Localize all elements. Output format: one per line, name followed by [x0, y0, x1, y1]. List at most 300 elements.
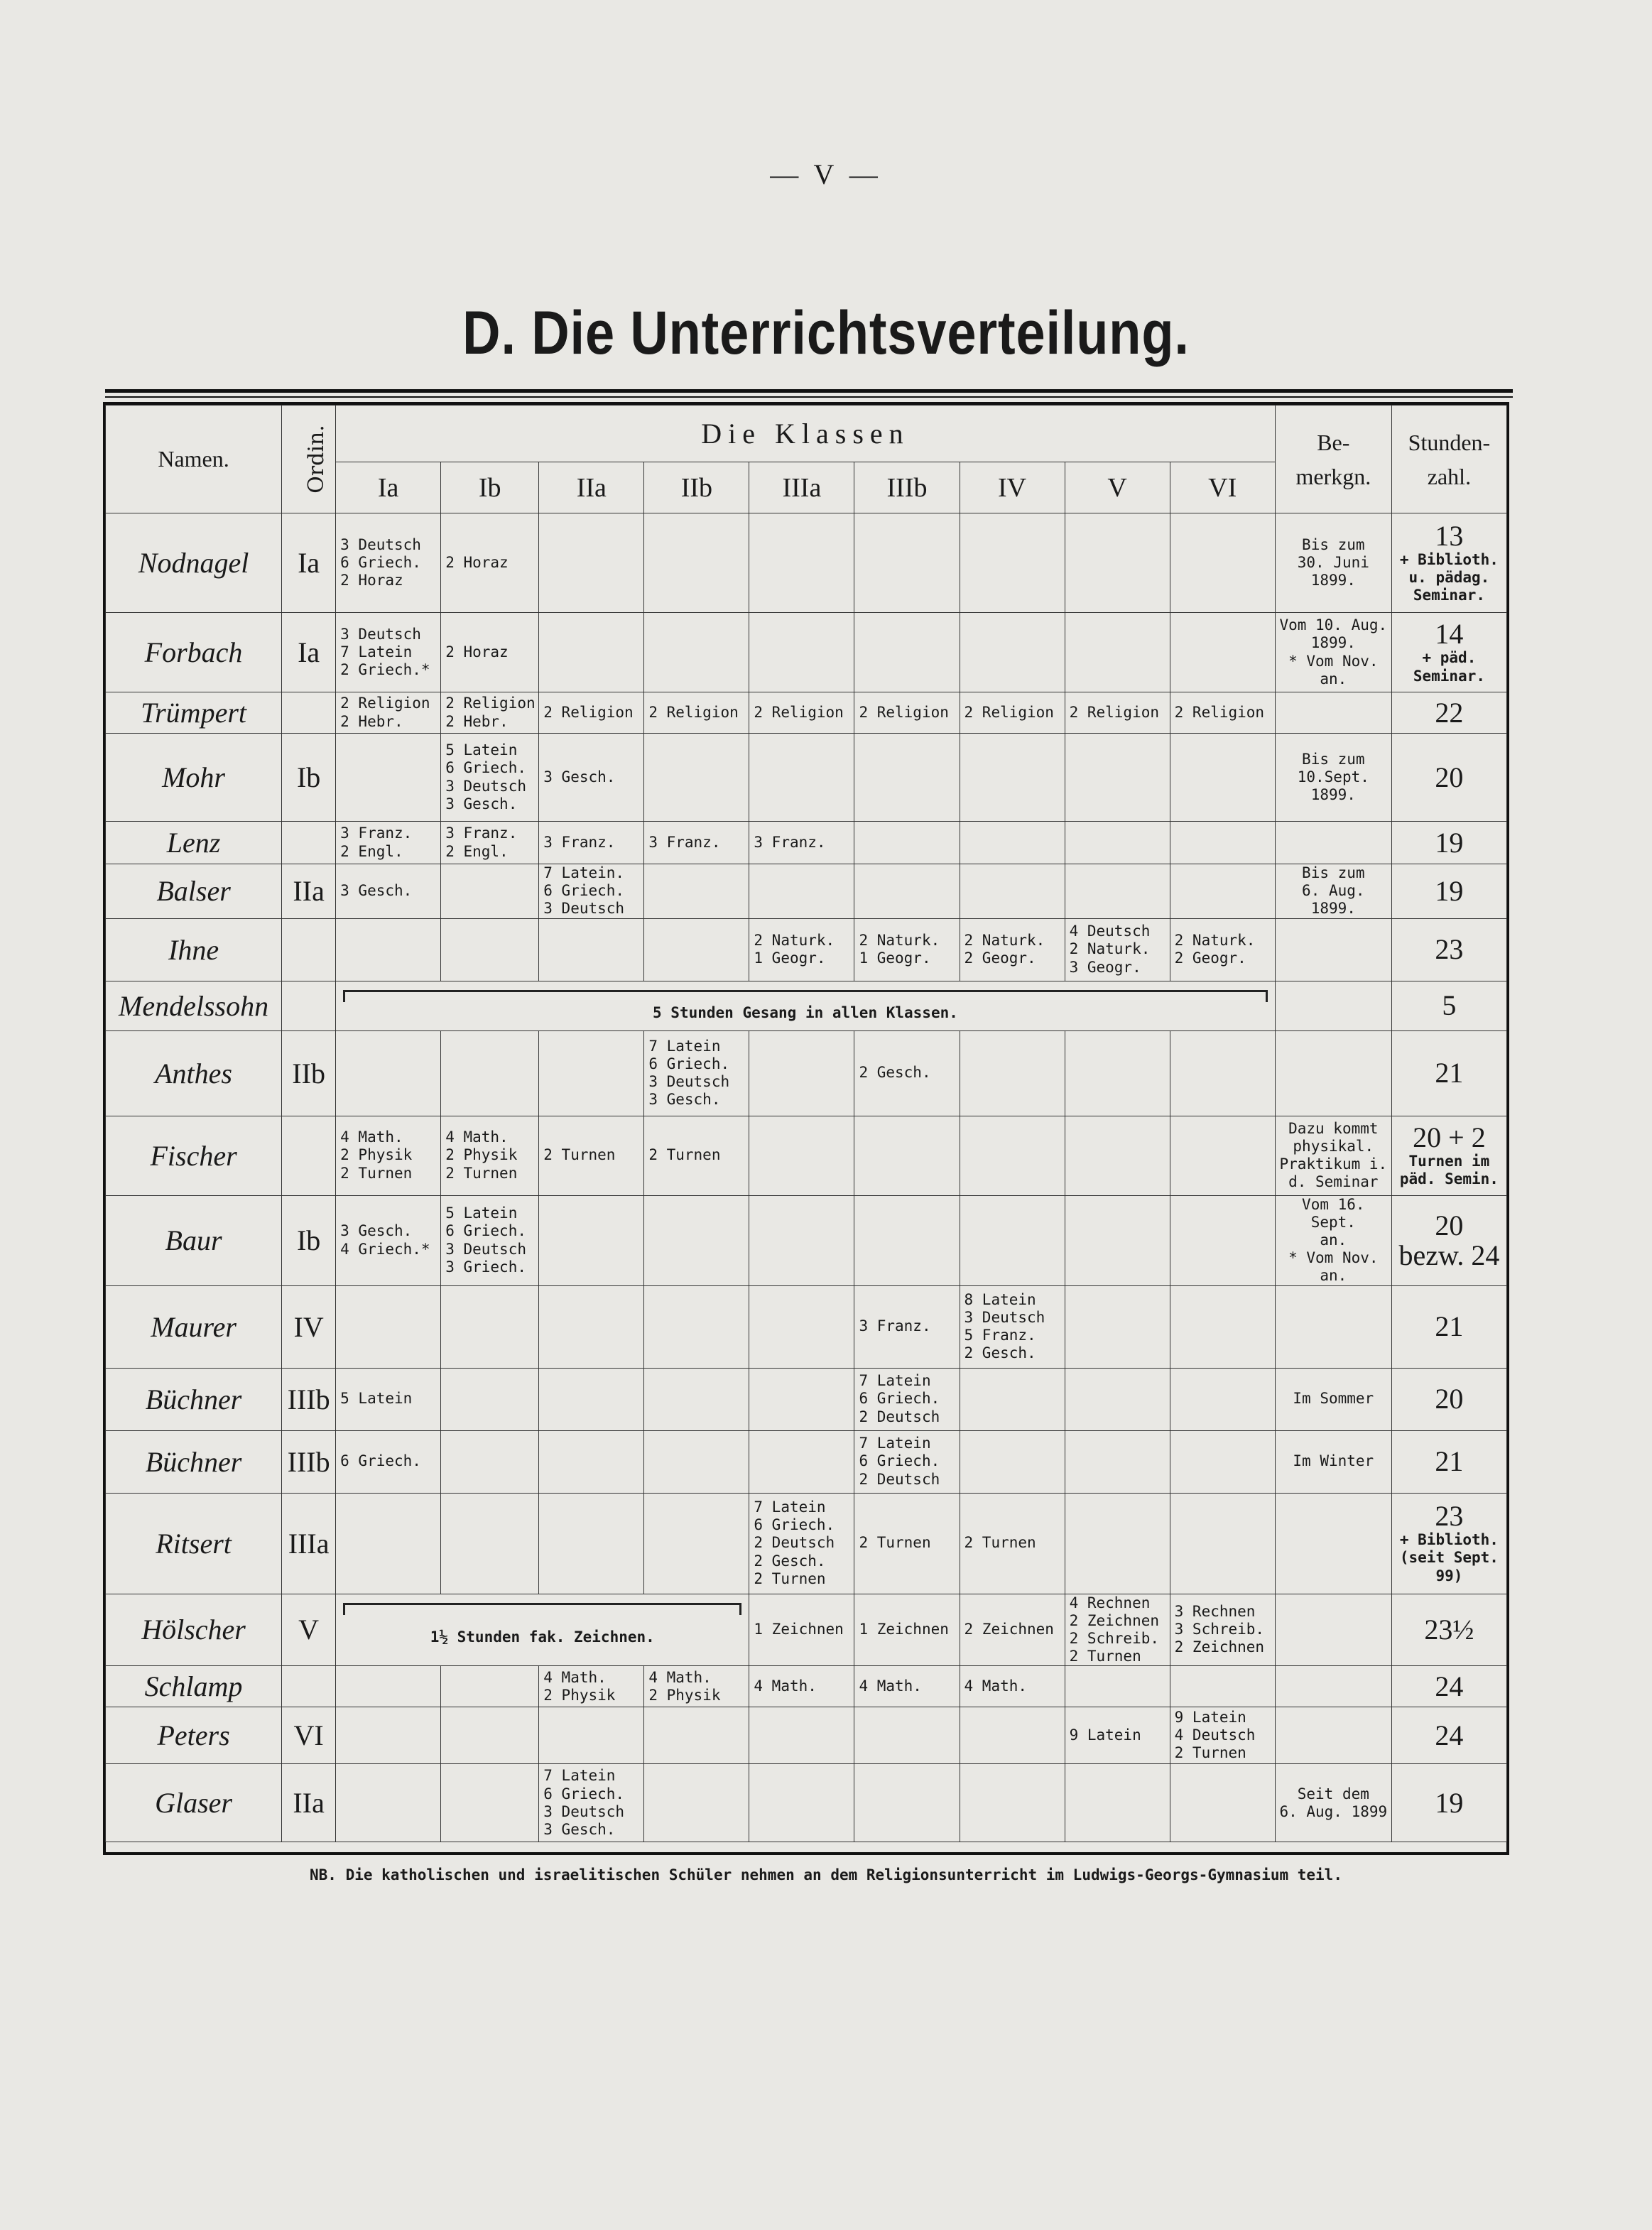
teacher-name: Schlamp [106, 1666, 282, 1707]
lesson-cell: 3 Gesch. 4 Griech.* [336, 1195, 441, 1285]
lesson-cell [336, 918, 441, 981]
lesson-cell: 7 Latein 6 Griech. 3 Deutsch 3 Gesch. [539, 1764, 644, 1842]
lesson-cell [1065, 1116, 1170, 1195]
brace [343, 990, 1268, 1002]
lesson-cell [1170, 1195, 1275, 1285]
lesson-cell [854, 513, 960, 613]
lesson-cell [644, 513, 749, 613]
lesson-cell: 1 Zeichnen [749, 1594, 854, 1666]
table-row [106, 1493, 1507, 1594]
lesson-cell [1170, 864, 1275, 919]
lesson-cell: 2 Religion [1170, 692, 1275, 734]
lesson-cell [1065, 1195, 1170, 1285]
lesson-cell [539, 613, 644, 692]
lesson-cell [749, 613, 854, 692]
table-row [106, 1707, 1507, 1764]
lesson-cell [1065, 1493, 1170, 1594]
table-row [106, 1764, 1507, 1842]
lesson-cell: 2 Turnen [960, 1493, 1065, 1594]
lesson-cell [1170, 1368, 1275, 1430]
total-value: 19 [1435, 874, 1464, 907]
lesson-cell [644, 734, 749, 822]
teacher-name: Büchner [106, 1368, 282, 1430]
remark-cell [1275, 1493, 1391, 1594]
lesson-cell [336, 734, 441, 822]
class-header: Ib [441, 462, 539, 513]
lesson-cell [749, 1116, 854, 1195]
lesson-cell [960, 1368, 1065, 1430]
remark-cell [1275, 1285, 1391, 1368]
lesson-cell: 3 Franz. 2 Engl. [336, 822, 441, 864]
lesson-cell: 2 Turnen [644, 1116, 749, 1195]
lesson-cell [539, 1430, 644, 1493]
lesson-cell [644, 613, 749, 692]
lesson-cell: 2 Naturk. 2 Geogr. [1170, 918, 1275, 981]
lesson-cell [1065, 1368, 1170, 1430]
lesson-cell [644, 1707, 749, 1764]
remark-cell: Im Sommer [1275, 1368, 1391, 1430]
lesson-cell [1065, 1030, 1170, 1116]
teacher-name: Maurer [106, 1285, 282, 1368]
lesson-cell: 4 Math. 2 Physik [539, 1666, 644, 1707]
total-value: 21 [1435, 1445, 1464, 1477]
header-hours: Stunden- zahl. [1391, 406, 1506, 513]
lesson-cell [441, 864, 539, 919]
teacher-name: Fischer [106, 1116, 282, 1195]
lesson-cell [336, 1666, 441, 1707]
total-hours [1391, 1430, 1506, 1493]
teacher-name: Trümpert [106, 692, 282, 734]
total-hours [1391, 1368, 1506, 1430]
total-hours [1391, 1285, 1506, 1368]
lesson-cell [441, 918, 539, 981]
teacher-name: Mendelssohn [106, 981, 282, 1030]
lesson-cell: 7 Latein 6 Griech. 2 Deutsch 2 Gesch. 2 Turnen [749, 1493, 854, 1594]
lesson-cell [644, 918, 749, 981]
ordinarius-class: IIIb [282, 1430, 336, 1493]
total-hours [1391, 1195, 1506, 1285]
lesson-cell [960, 1116, 1065, 1195]
lesson-cell [441, 1285, 539, 1368]
lesson-cell: 2 Horaz [441, 613, 539, 692]
header-names: Namen. [106, 406, 282, 513]
remark-cell: Dazu kommt physikal. Praktikum i. d. Seminar [1275, 1116, 1391, 1195]
ordinarius-class [282, 918, 336, 981]
page-number: — V — [770, 158, 882, 190]
lesson-cell: 3 Franz. [854, 1285, 960, 1368]
lesson-cell [854, 1195, 960, 1285]
ordinarius-class: IIa [282, 864, 336, 919]
lesson-cell: 7 Latein 6 Griech. 2 Deutsch [854, 1430, 960, 1493]
remark-cell [1275, 1030, 1391, 1116]
lesson-cell [644, 1764, 749, 1842]
lesson-cell [1065, 822, 1170, 864]
lesson-cell: 3 Gesch. [539, 734, 644, 822]
lesson-cell: 2 Horaz [441, 513, 539, 613]
total-hours [1391, 613, 1506, 692]
class-header: VI [1170, 462, 1275, 513]
header-remarks: Be- merkgn. [1275, 406, 1391, 513]
table-row [106, 613, 1507, 692]
brace [343, 1603, 741, 1615]
remark-cell [1275, 1707, 1391, 1764]
remark-cell: Im Winter [1275, 1430, 1391, 1493]
top-rule-thin [105, 396, 1513, 398]
total-value: 23½ [1424, 1613, 1474, 1646]
lesson-cell: 2 Religion [644, 692, 749, 734]
total-hours [1391, 734, 1506, 822]
lesson-cell [960, 864, 1065, 919]
total-hours [1391, 1030, 1506, 1116]
table-row [106, 1195, 1507, 1285]
header-ordin [282, 406, 336, 513]
lesson-cell: 2 Religion [749, 692, 854, 734]
lesson-cell [644, 1285, 749, 1368]
lesson-cell [1170, 613, 1275, 692]
span-ia-iib [336, 1594, 749, 1666]
lesson-cell [749, 1030, 854, 1116]
lesson-cell [749, 1707, 854, 1764]
lesson-cell [1065, 864, 1170, 919]
lesson-cell: 5 Latein 6 Griech. 3 Deutsch 3 Griech. [441, 1195, 539, 1285]
total-note: + Biblioth. u. pädag. Seminar. [1399, 550, 1499, 604]
total-hours [1391, 1666, 1506, 1707]
total-value: 20 [1435, 1383, 1464, 1415]
lesson-cell [854, 1707, 960, 1764]
lesson-cell [539, 513, 644, 613]
total-hours [1391, 864, 1506, 919]
total-value: 24 [1435, 1719, 1464, 1751]
lesson-cell [644, 1195, 749, 1285]
lesson-cell [441, 1430, 539, 1493]
teacher-name: Ihne [106, 918, 282, 981]
lesson-cell [336, 1493, 441, 1594]
ordinarius-class: IV [282, 1285, 336, 1368]
lesson-cell [539, 1368, 644, 1430]
total-value: 20 bezw. 24 [1398, 1209, 1500, 1271]
lesson-cell [960, 734, 1065, 822]
teacher-name: Glaser [106, 1764, 282, 1842]
class-header: IIb [644, 462, 749, 513]
table-row [106, 1116, 1507, 1195]
total-hours [1391, 981, 1506, 1030]
total-hours [1391, 1707, 1506, 1764]
total-value: 21 [1435, 1057, 1464, 1089]
table-row [106, 981, 1507, 1030]
ordinarius-class: Ia [282, 613, 336, 692]
top-rule [105, 389, 1513, 393]
lesson-cell: 7 Latein. 6 Griech. 3 Deutsch [539, 864, 644, 919]
ordinarius-class: IIIb [282, 1368, 336, 1430]
lesson-cell [960, 513, 1065, 613]
lesson-cell [854, 734, 960, 822]
class-header: IIIb [854, 462, 960, 513]
lesson-cell [854, 864, 960, 919]
ordinarius-class: VI [282, 1707, 336, 1764]
class-header: V [1065, 462, 1170, 513]
total-note: + päd. Seminar. [1413, 649, 1485, 685]
lesson-cell [1065, 613, 1170, 692]
header-classes: Die Klassen [336, 406, 1276, 462]
lesson-cell [644, 1430, 749, 1493]
lesson-cell: 4 Math. 2 Physik [644, 1666, 749, 1707]
lesson-cell [1170, 513, 1275, 613]
teacher-name: Mohr [106, 734, 282, 822]
table-row [106, 734, 1507, 822]
lesson-cell [539, 1285, 644, 1368]
total-hours [1391, 692, 1506, 734]
total-value: 20 + 2 [1413, 1121, 1486, 1153]
remark-cell [1275, 822, 1391, 864]
lesson-cell [749, 1764, 854, 1842]
lesson-cell: 5 Latein 6 Griech. 3 Deutsch 3 Gesch. [441, 734, 539, 822]
remark-cell [1275, 918, 1391, 981]
total-hours [1391, 1764, 1506, 1842]
teacher-name: Balser [106, 864, 282, 919]
ordinarius-class: Ia [282, 513, 336, 613]
total-value: 5 [1442, 989, 1457, 1022]
ordinarius-class [282, 822, 336, 864]
lesson-cell [336, 1764, 441, 1842]
lesson-cell [644, 1368, 749, 1430]
page-title: D. Die Unterrichtsverteilung. [462, 299, 1190, 367]
lesson-cell [854, 1116, 960, 1195]
lesson-cell: 2 Gesch. [854, 1030, 960, 1116]
lesson-cell [749, 513, 854, 613]
teacher-name: Nodnagel [106, 513, 282, 613]
teacher-name: Hölscher [106, 1594, 282, 1666]
total-value: 14 [1435, 618, 1464, 651]
teacher-name: Baur [106, 1195, 282, 1285]
lesson-cell: 5 Latein [336, 1368, 441, 1430]
lesson-cell [441, 1368, 539, 1430]
lesson-cell: 4 Math. [749, 1666, 854, 1707]
lesson-cell [644, 864, 749, 919]
lesson-cell [336, 1707, 441, 1764]
teacher-name: Ritsert [106, 1493, 282, 1594]
lesson-cell: 9 Latein 4 Deutsch 2 Turnen [1170, 1707, 1275, 1764]
remark-cell: Seit dem 6. Aug. 1899 [1275, 1764, 1391, 1842]
total-value: 19 [1435, 1786, 1464, 1819]
span-all-classes [336, 981, 1276, 1030]
ordinarius-class [282, 981, 336, 1030]
class-header: IIa [539, 462, 644, 513]
lesson-cell: 2 Turnen [854, 1493, 960, 1594]
lesson-cell [644, 1493, 749, 1594]
ordinarius-class: Ib [282, 1195, 336, 1285]
ordinarius-class [282, 692, 336, 734]
total-note: Turnen im päd. Semin. [1399, 1152, 1499, 1188]
lesson-cell [539, 1707, 644, 1764]
table-row [106, 692, 1507, 734]
span-label: 1½ Stunden fak. Zeichnen. [430, 1628, 655, 1646]
lesson-cell [960, 613, 1065, 692]
teacher-name: Forbach [106, 613, 282, 692]
table-row [106, 918, 1507, 981]
lesson-cell [1170, 1030, 1275, 1116]
lesson-cell [749, 1430, 854, 1493]
lesson-cell [1170, 1116, 1275, 1195]
remark-cell: Bis zum 10.Sept. 1899. [1275, 734, 1391, 822]
lesson-cell: 3 Franz. [749, 822, 854, 864]
lesson-cell [539, 1493, 644, 1594]
lesson-cell [960, 1707, 1065, 1764]
lesson-cell [854, 822, 960, 864]
lesson-cell [960, 1195, 1065, 1285]
lesson-cell [854, 1764, 960, 1842]
table-row [106, 1666, 1507, 1707]
lesson-cell: 4 Rechnen 2 Zeichnen 2 Schreib. 2 Turnen [1065, 1594, 1170, 1666]
remark-cell: Vom 10. Aug. 1899. * Vom Nov. an. [1275, 613, 1391, 692]
lesson-cell [1170, 1764, 1275, 1842]
lesson-cell [1065, 734, 1170, 822]
lesson-cell [441, 1666, 539, 1707]
lesson-cell [441, 1493, 539, 1594]
class-header: IV [960, 462, 1065, 513]
lesson-cell: 2 Turnen [539, 1116, 644, 1195]
lesson-cell: 4 Deutsch 2 Naturk. 3 Geogr. [1065, 918, 1170, 981]
table-row [106, 1430, 1507, 1493]
lesson-cell: 3 Gesch. [336, 864, 441, 919]
lesson-cell [1065, 1666, 1170, 1707]
ordinarius-class [282, 1116, 336, 1195]
total-value: 23 [1435, 933, 1464, 966]
lesson-cell [960, 1430, 1065, 1493]
table-row [106, 864, 1507, 919]
lesson-cell: 2 Naturk. 1 Geogr. [854, 918, 960, 981]
remark-cell: Vom 16. Sept. an. * Vom Nov. an. [1275, 1195, 1391, 1285]
lesson-cell [960, 822, 1065, 864]
lesson-cell: 1 Zeichnen [854, 1594, 960, 1666]
lesson-cell: 3 Franz. [644, 822, 749, 864]
lesson-cell [960, 1764, 1065, 1842]
ordinarius-class: IIa [282, 1764, 336, 1842]
lesson-cell: 2 Religion 2 Hebr. [441, 692, 539, 734]
remark-cell [1275, 1594, 1391, 1666]
lesson-cell [1065, 513, 1170, 613]
total-hours [1391, 1116, 1506, 1195]
total-hours [1391, 1493, 1506, 1594]
ordinarius-class: IIb [282, 1030, 336, 1116]
lesson-cell [1065, 1764, 1170, 1842]
lesson-cell [539, 918, 644, 981]
lesson-cell: 7 Latein 6 Griech. 2 Deutsch [854, 1368, 960, 1430]
lesson-cell [1065, 1285, 1170, 1368]
remark-cell: Bis zum 6. Aug. 1899. [1275, 864, 1391, 919]
remark-cell [1275, 981, 1391, 1030]
total-value: 22 [1435, 696, 1464, 729]
table-row [106, 513, 1507, 613]
total-value: 19 [1435, 826, 1464, 859]
lesson-cell: 8 Latein 3 Deutsch 5 Franz. 2 Gesch. [960, 1285, 1065, 1368]
lesson-cell: 4 Math. 2 Physik 2 Turnen [336, 1116, 441, 1195]
lesson-cell [539, 1195, 644, 1285]
total-value: 21 [1435, 1310, 1464, 1342]
table-row [106, 1285, 1507, 1368]
lesson-cell [336, 1030, 441, 1116]
teacher-name: Büchner [106, 1430, 282, 1493]
lesson-cell [1170, 1493, 1275, 1594]
lesson-cell [1170, 1285, 1275, 1368]
lesson-cell [749, 864, 854, 919]
teacher-name: Anthes [106, 1030, 282, 1116]
total-value: 20 [1435, 761, 1464, 793]
total-value: 13 [1435, 519, 1464, 552]
total-hours [1391, 513, 1506, 613]
lesson-cell: 2 Zeichnen [960, 1594, 1065, 1666]
class-header: IIIa [749, 462, 854, 513]
lesson-cell [1065, 1430, 1170, 1493]
total-note: + Biblioth. (seit Sept. 99) [1399, 1531, 1499, 1584]
total-hours [1391, 1594, 1506, 1666]
footnote: NB. Die katholischen und israelitischen Schüler nehmen an dem Religionsunterricht im Ludwigs-Georgs-Gymnasium teil. [310, 1866, 1342, 1883]
ordinarius-class: Ib [282, 734, 336, 822]
remark-cell [1275, 692, 1391, 734]
class-header: Ia [336, 462, 441, 513]
lesson-cell: 7 Latein 6 Griech. 3 Deutsch 3 Gesch. [644, 1030, 749, 1116]
total-hours [1391, 918, 1506, 981]
ordinarius-class: IIIa [282, 1493, 336, 1594]
lesson-cell: 3 Rechnen 3 Schreib. 2 Zeichnen [1170, 1594, 1275, 1666]
lesson-cell [749, 1368, 854, 1430]
lesson-cell [854, 613, 960, 692]
lesson-cell [1170, 822, 1275, 864]
lesson-cell [1170, 1666, 1275, 1707]
lesson-cell: 2 Naturk. 2 Geogr. [960, 918, 1065, 981]
lesson-cell: 2 Religion [960, 692, 1065, 734]
total-value: 23 [1435, 1500, 1464, 1533]
lesson-cell: 2 Religion [1065, 692, 1170, 734]
lesson-cell [749, 734, 854, 822]
lesson-cell [749, 1195, 854, 1285]
lesson-cell [960, 1030, 1065, 1116]
lesson-cell [441, 1030, 539, 1116]
table-row [106, 1030, 1507, 1116]
teacher-name: Lenz [106, 822, 282, 864]
lesson-cell: 2 Religion 2 Hebr. [336, 692, 441, 734]
span-label: 5 Stunden Gesang in allen Klassen. [653, 1004, 958, 1022]
remark-cell: Bis zum 30. Juni 1899. [1275, 513, 1391, 613]
teacher-name: Peters [106, 1707, 282, 1764]
lesson-cell [441, 1707, 539, 1764]
lesson-cell: 4 Math. [960, 1666, 1065, 1707]
lesson-cell: 4 Math. 2 Physik 2 Turnen [441, 1116, 539, 1195]
lesson-cell: 3 Franz. 2 Engl. [441, 822, 539, 864]
lesson-cell [539, 1030, 644, 1116]
header-ordin-label: Ordin. [303, 425, 329, 494]
lesson-cell: 4 Math. [854, 1666, 960, 1707]
table-row [106, 1594, 1507, 1666]
lesson-cell: 3 Deutsch 6 Griech. 2 Horaz [336, 513, 441, 613]
lesson-cell [1170, 1430, 1275, 1493]
total-hours [1391, 822, 1506, 864]
total-value: 24 [1435, 1670, 1464, 1702]
lesson-cell: 2 Religion [539, 692, 644, 734]
lesson-cell [1170, 734, 1275, 822]
table-row [106, 822, 1507, 864]
lesson-cell [441, 1764, 539, 1842]
lesson-cell: 2 Religion [854, 692, 960, 734]
table-row [106, 1368, 1507, 1430]
lesson-cell [336, 1285, 441, 1368]
lesson-cell [749, 1285, 854, 1368]
distribution-table [105, 405, 1507, 1842]
ordinarius-class [282, 1666, 336, 1707]
lesson-cell: 6 Griech. [336, 1430, 441, 1493]
lesson-cell: 2 Naturk. 1 Geogr. [749, 918, 854, 981]
lesson-cell: 3 Deutsch 7 Latein 2 Griech.* [336, 613, 441, 692]
remark-cell [1275, 1666, 1391, 1707]
